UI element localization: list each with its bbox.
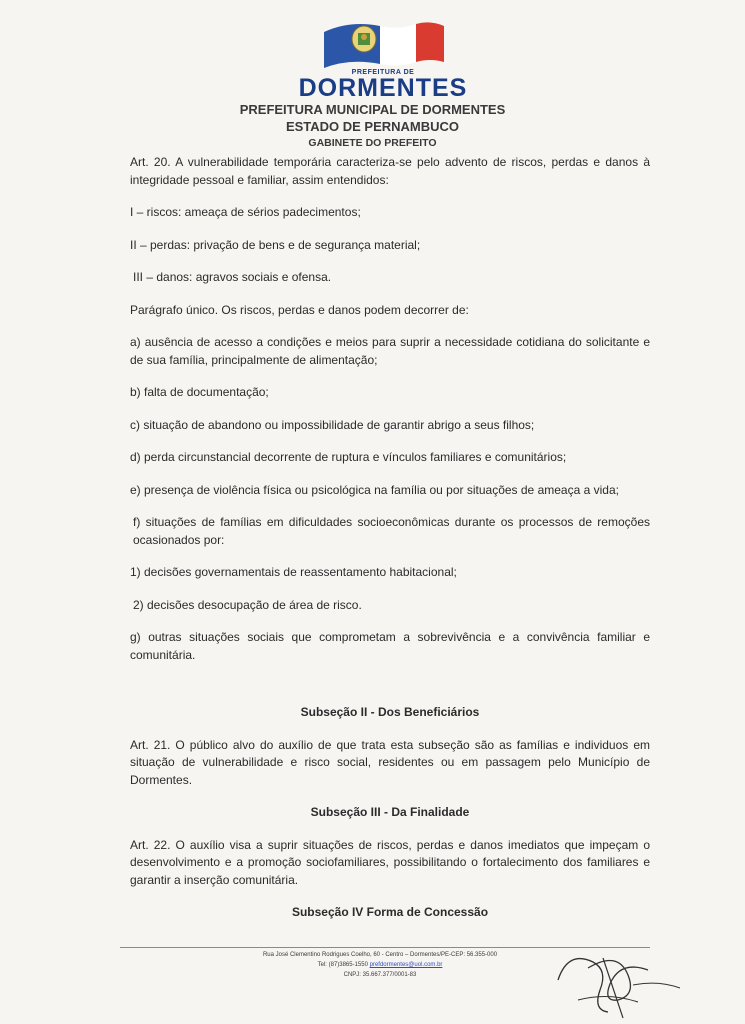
article-20: Art. 20. A vulnerabilidade temporária caracteriza-se pelo advento de riscos, perdas e danos à integridade pessoal e familiar, assim entendidos:: [130, 155, 650, 187]
footer-email[interactable]: prefdormentes@uol.com.br: [369, 962, 443, 968]
list-item: b) falta de documentação;: [130, 385, 269, 399]
logo-prefix: PREFEITURA DE: [351, 69, 415, 76]
list-item: c) situação de abandono ou impossibilidade de garantir abrigo a seus filhos;: [130, 417, 535, 432]
list-item: a) ausência de acesso a condições e meios para suprir a necessidade cotidiana do solicitante e de sua família, principalmente de alimentação;: [130, 335, 650, 367]
paragrafo-unico: Parágrafo único. Os riscos, perdas e danos podem decorrer de:: [130, 302, 469, 317]
footer-cnpj: CNPJ: 35.667.377/0001-83: [343, 972, 417, 978]
document-body: [130, 150, 650, 922]
logo-name: DORMENTES: [298, 74, 468, 102]
footer-address: Rua José Clementino Rodrigues Coelho, 60 - Centro – Dormentes/PE-CEP: 56.355-000: [262, 952, 498, 958]
municipal-logo: [298, 14, 468, 104]
flag-icon: [320, 20, 446, 70]
list-item: f) situações de famílias em dificuldades socioeconômicas durante os processos de remoções ocasionados por:: [133, 515, 650, 547]
subsection-title: Subseção III - Da Finalidade: [310, 805, 470, 819]
list-item: 2) decisões desocupação de área de risco.: [133, 597, 362, 612]
list-item: 1) decisões governamentais de reassentamento habitacional;: [130, 565, 457, 579]
article-22: Art. 22. O auxílio visa a suprir situações de riscos, perdas e danos imediatos que impeçam o desenvolvimento e a promoção sociofamiliares, possibilitando o fortalecimento dos familiares e garantir a inserção comunitária.: [130, 837, 650, 887]
article-21: Art. 21. O público alvo do auxílio de que trata esta subseção são as famílias e individuos em situação de vulnerabilidade e risco social, residentes ou em passagem pelo Município de Dormentes.: [130, 737, 650, 787]
list-item: III – danos: agravos sociais e ofensa.: [133, 270, 332, 284]
subsection-title: Subseção II - Dos Beneficiários: [300, 705, 480, 719]
list-item: II – perdas: privação de bens e de segurança material;: [130, 237, 421, 252]
signature-icon: [548, 940, 688, 1020]
list-item: e) presença de violência física ou psicológica na família ou por situações de ameaça a vida;: [130, 482, 619, 497]
list-item: g) outras situações sociais que comprometam a sobrevivência e a convivência familiar e comunitária.: [130, 630, 650, 662]
list-item: d) perda circunstancial decorrente de ruptura e vínculos familiares e comunitários;: [130, 450, 567, 464]
header-line-3: GABINETE DO PREFEITO: [308, 137, 437, 149]
header-line-2: ESTADO DE PERNAMBUCO: [285, 119, 460, 134]
coat-of-arms-icon: [350, 24, 378, 54]
footer-tel: Tel: (87)3865-1550: [317, 962, 368, 968]
footer-contact: [180, 962, 580, 968]
list-item: I – riscos: ameaça de sérios padecimentos;: [130, 205, 361, 219]
subsection-title: Subseção IV Forma de Concessão: [291, 905, 489, 919]
header-line-1: PREFEITURA MUNICIPAL DE DORMENTES: [239, 102, 506, 117]
